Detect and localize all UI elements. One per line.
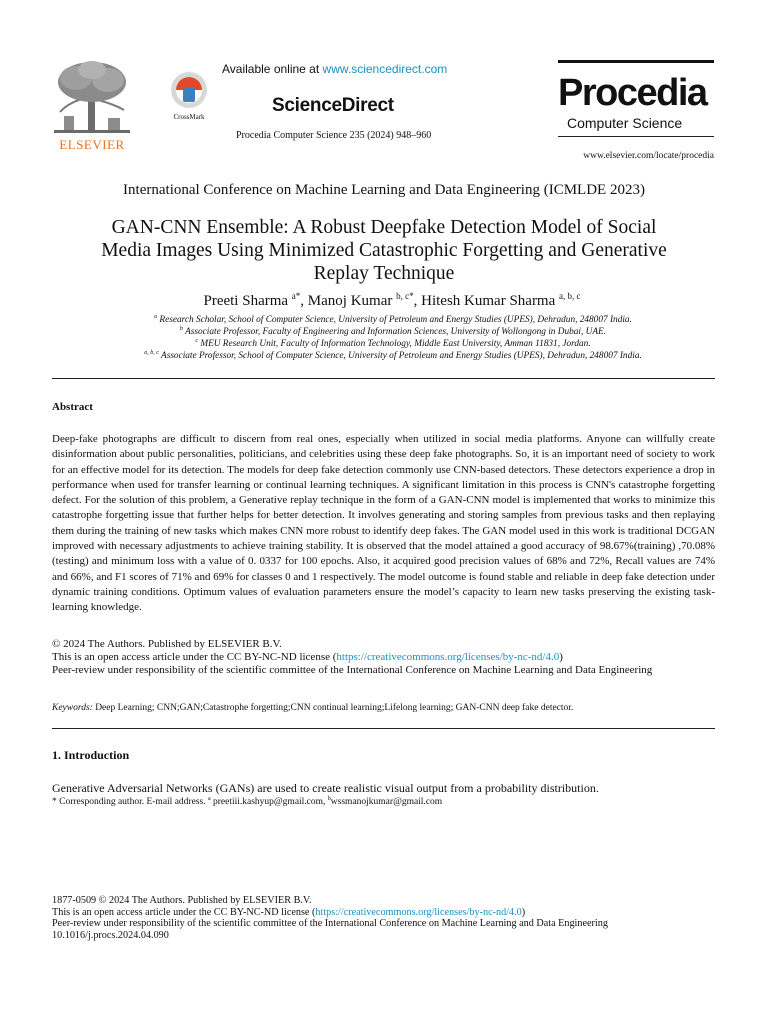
keywords [52, 703, 715, 713]
elsevier-wordmark: ELSEVIER [59, 137, 125, 152]
footer-open-access: This is an open access article under the CC BY-NC-ND license (https://creativecommons.org/licenses/by-nc-nd/4.0) [52, 906, 526, 918]
paper-title-line3: Replay Technique [313, 263, 455, 284]
sciencedirect-wordmark: ScienceDirect [272, 95, 394, 116]
affiliation-b: $^b$ Associate Professor, Faculty of Engineering and Information Sciences, University of Wollongong in Dubai, UAE. [179, 325, 607, 337]
page-footer [52, 895, 715, 942]
abstract-body: Deep-fake photographs are difficult to discern from real ones, especially when utilized in social media platforms. Anyone can willfully create disinformation about public personalities, politicians, and celebrities using these deep fake photographs. So, it is an important need of society to work for an effective model for its detection. The models for deep fake detection commonly use CNN-based detectors. These detectors experience a drop in performance when used for transfer learning or continual learning techniques. A significant limitation in this process is CNN's catastrophe forgetting defect. For the solution of this problem, a Generative replay technique in the form of a GAN-CNN model is implemented that works to minimize this catastrophe forgetting issue that further helps for better detection. It involves generating and storing samples from previous tasks and then replaying them during the training of new tasks which makes CNN more robust to identify deep fakes. The GAN model used in this work is traditional DCGAN improved with necessary adjustments to achieve training stability. It is observed that the model attained a good accuracy of 98.67%(training) ,70.08% (testing) and minimum loss with a value of 0. 0337 for 100 epochs. Also, it acquired good precision values of 68% and 72%, Recall values are 74% and 66%, and F1 scores of 71% and 69% for classes 0 and 1 respectively. The model outcome is found stable and reliable in deep fake detection under dynamic training conditions. Optimum values of evaluation parameters ensure the model’s capacity to learn new tasks preserving the existing task-learning knowledge. [52, 433, 715, 614]
copyright-line: © 2024 The Authors. Published by ELSEVIER B.V. [52, 638, 282, 650]
elsevier-tree-icon [52, 60, 132, 134]
corresponding-author-footnote: * Corresponding author. E-mail address. $^a$ preetiii.kashyup@gmail.com, $^b$wssmanojkumar@gmail.com [52, 795, 443, 807]
author-1: Preeti Sharma $^{a*}$, [203, 291, 308, 309]
keywords-text: Deep Learning; CNN;GAN;Catastrophe forgetting;CNN continual learning;Lifelong learning; GAN-CNN deep fake detector. [92, 703, 574, 713]
paper-title-line2: Media Images Using Minimized Catastrophic Forgetting and Generative [101, 240, 667, 261]
procedia-bottom-rule [558, 136, 714, 137]
procedia-logo-subtitle: Computer Science [567, 115, 683, 131]
author-2: Manoj Kumar $^{b, c*}$, [307, 291, 422, 309]
author-3: Hitesh Kumar Sharma $^{a, b, c}$ [421, 291, 581, 309]
available-online [222, 62, 447, 76]
crossmark-label: CrossMark [173, 113, 205, 121]
conference-name: International Conference on Machine Learning and Data Engineering (ICMLDE 2023) [123, 182, 645, 198]
procedia-logo [558, 60, 714, 137]
introduction-first-line: Generative Adversarial Networks (GANs) are used to create realistic visual output from a probability distribution. [52, 781, 599, 795]
procedia-top-rule [558, 60, 714, 63]
crossmark-logo[interactable] [164, 70, 214, 120]
affiliation-c: $^c$ MEU Research Unit, Faculty of Information Technology, Middle East University, Amman 11831, Jordan. [195, 337, 591, 349]
keywords-label: Keywords: [52, 703, 93, 713]
elsevier-logo [52, 60, 132, 150]
author-list [0, 293, 768, 310]
affiliation-a: $^a$ Research Scholar, School of Computer Science, University of Petroleum and Energy Studies (UPES), Dehradun, 248007 India. [154, 313, 632, 325]
footer-peer-review: Peer-review under responsibility of the scientific committee of the International Conference on Machine Learning and Data Engineering [52, 918, 608, 930]
affiliation-abc: $^{a, b, c}$ Associate Professor, School of Computer Science, University of Petroleum and Energy Studies (UPES), Dehradun, 248007 India. [144, 349, 642, 361]
footer-issn-copyright: 1877-0509 © 2024 The Authors. Published by ELSEVIER B.V. [52, 895, 312, 906]
procedia-logo-title: Procedia [558, 72, 707, 114]
abstract-heading: Abstract [52, 401, 93, 413]
peer-review-line: Peer-review under responsibility of the scientific committee of the International Conference on Machine Learning and Data Engineering [52, 664, 653, 676]
license-block [52, 638, 715, 677]
footer-doi: 10.1016/j.procs.2024.04.090 [52, 930, 169, 942]
footer-license-link[interactable]: https://creativecommons.org/licenses/by-nc-nd/4.0 [315, 906, 522, 918]
paper-title-line1: GAN-CNN Ensemble: A Robust Deepfake Detection Model of Social [111, 217, 657, 238]
sciencedirect-link[interactable]: www.sciencedirect.com [322, 62, 448, 76]
introduction-heading: 1. Introduction [52, 748, 130, 762]
affiliations [0, 314, 768, 362]
journal-url: www.elsevier.com/locate/procedia [583, 151, 714, 161]
available-online-prefix: Available online at [222, 62, 323, 76]
paper-title [0, 216, 768, 285]
crossmark-icon [169, 70, 209, 110]
abstract-divider [52, 728, 715, 729]
license-link[interactable]: https://creativecommons.org/licenses/by-nc-nd/4.0 [336, 651, 560, 663]
header-divider [52, 378, 715, 379]
open-access-line: This is an open access article under the CC BY-NC-ND license (https://creativecommons.org/licenses/by-nc-nd/4.0) [52, 651, 563, 663]
journal-citation: Procedia Computer Science 235 (2024) 948–960 [236, 130, 432, 141]
